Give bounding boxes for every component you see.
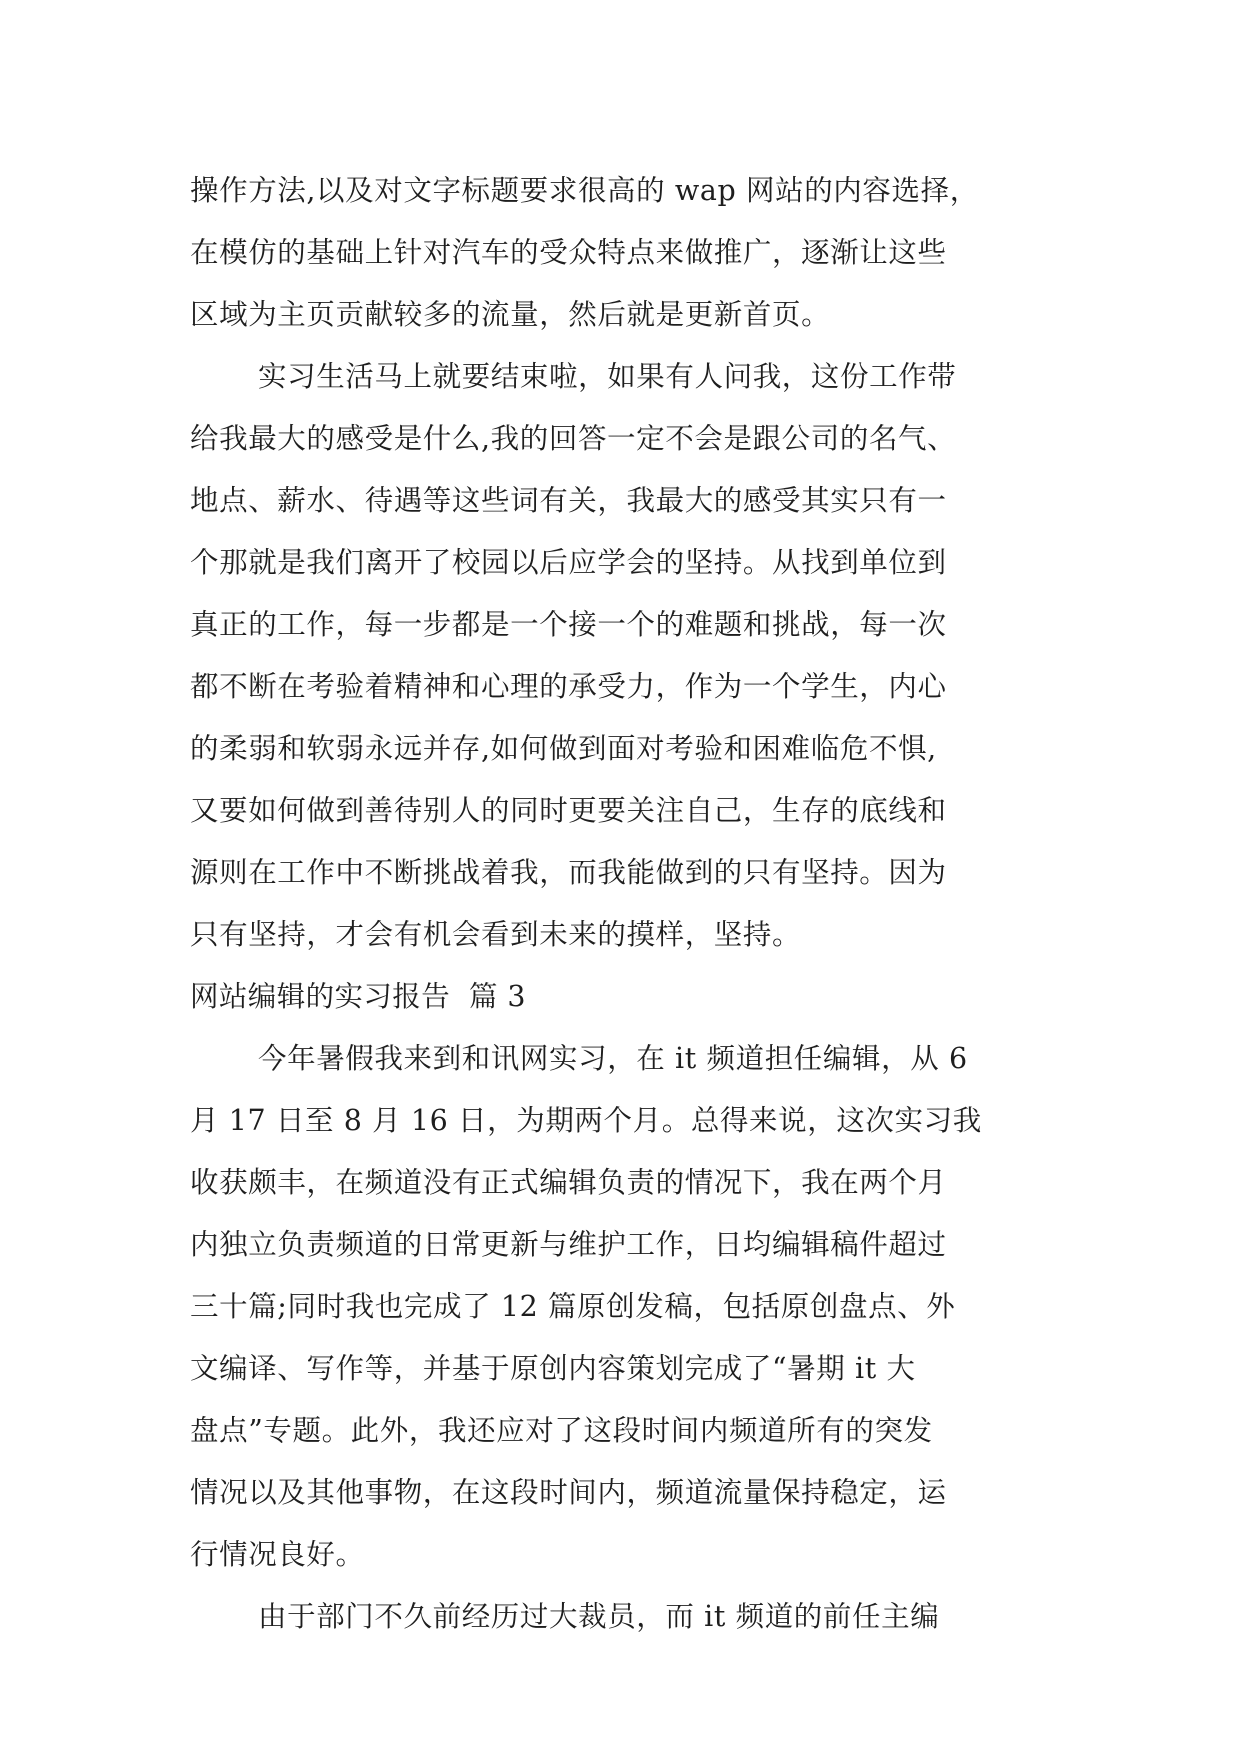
text-line: 盘点”专题。此外，我还应对了这段时间内频道所有的突发 bbox=[190, 1414, 933, 1447]
text-line: 今年暑假我来到和讯网实习，在 it 频道担任编辑，从 6 bbox=[258, 1042, 968, 1075]
text-line: 源则在工作中不断挑战着我，而我能做到的只有坚持。因为 bbox=[190, 856, 947, 889]
text-line: 三十篇;同时我也完成了 12 篇原创发稿，包括原创盘点、外 bbox=[190, 1290, 956, 1323]
text-line: 情况以及其他事物，在这段时间内，频道流量保持稳定，运 bbox=[190, 1476, 947, 1509]
section-heading: 网站编辑的实习报告 篇 3 bbox=[190, 980, 526, 1013]
text-line: 地点、薪水、待遇等这些词有关，我最大的感受其实只有一 bbox=[190, 484, 947, 517]
text-line: 在模仿的基础上针对汽车的受众特点来做推广，逐渐让这些 bbox=[190, 236, 947, 269]
text-line: 的柔弱和软弱永远并存,如何做到面对考验和困难临危不惧, bbox=[190, 732, 937, 765]
text-line: 给我最大的感受是什么,我的回答一定不会是跟公司的名气、 bbox=[190, 422, 957, 455]
text-line: 文编译、写作等，并基于原创内容策划完成了“暑期 it 大 bbox=[190, 1352, 916, 1385]
text-line: 都不断在考验着精神和心理的承受力，作为一个学生，内心 bbox=[190, 670, 947, 703]
text-line: 月 17 日至 8 月 16 日，为期两个月。总得来说，这次实习我 bbox=[190, 1104, 982, 1137]
text-line: 收获颇丰，在频道没有正式编辑负责的情况下，我在两个月 bbox=[190, 1166, 947, 1199]
paragraph-4 bbox=[190, 1586, 1050, 1648]
text-line: 由于部门不久前经历过大裁员，而 it 频道的前任主编 bbox=[258, 1600, 940, 1633]
text-line: 区域为主页贡献较多的流量，然后就是更新首页。 bbox=[190, 298, 831, 331]
text-line: 个那就是我们离开了校园以后应学会的坚持。从找到单位到 bbox=[190, 546, 947, 579]
paragraph-2 bbox=[190, 346, 1050, 966]
text-line: 只有坚持，才会有机会看到未来的摸样，坚持。 bbox=[190, 918, 802, 951]
text-line: 真正的工作，每一步都是一个接一个的难题和挑战，每一次 bbox=[190, 608, 947, 641]
text-line: 实习生活马上就要结束啦，如果有人问我，这份工作带 bbox=[258, 360, 957, 393]
text-line: 行情况良好。 bbox=[190, 1538, 365, 1571]
text-line: 又要如何做到善待别人的同时更要关注自己，生存的底线和 bbox=[190, 794, 947, 827]
paragraph-3 bbox=[190, 1028, 1050, 1586]
paragraph-1 bbox=[190, 160, 1050, 346]
text-line: 操作方法,以及对文字标题要求很高的 wap 网站的内容选择， bbox=[190, 174, 979, 207]
text-line: 内独立负责频道的日常更新与维护工作，日均编辑稿件超过 bbox=[190, 1228, 947, 1261]
document-body bbox=[190, 160, 1050, 1648]
